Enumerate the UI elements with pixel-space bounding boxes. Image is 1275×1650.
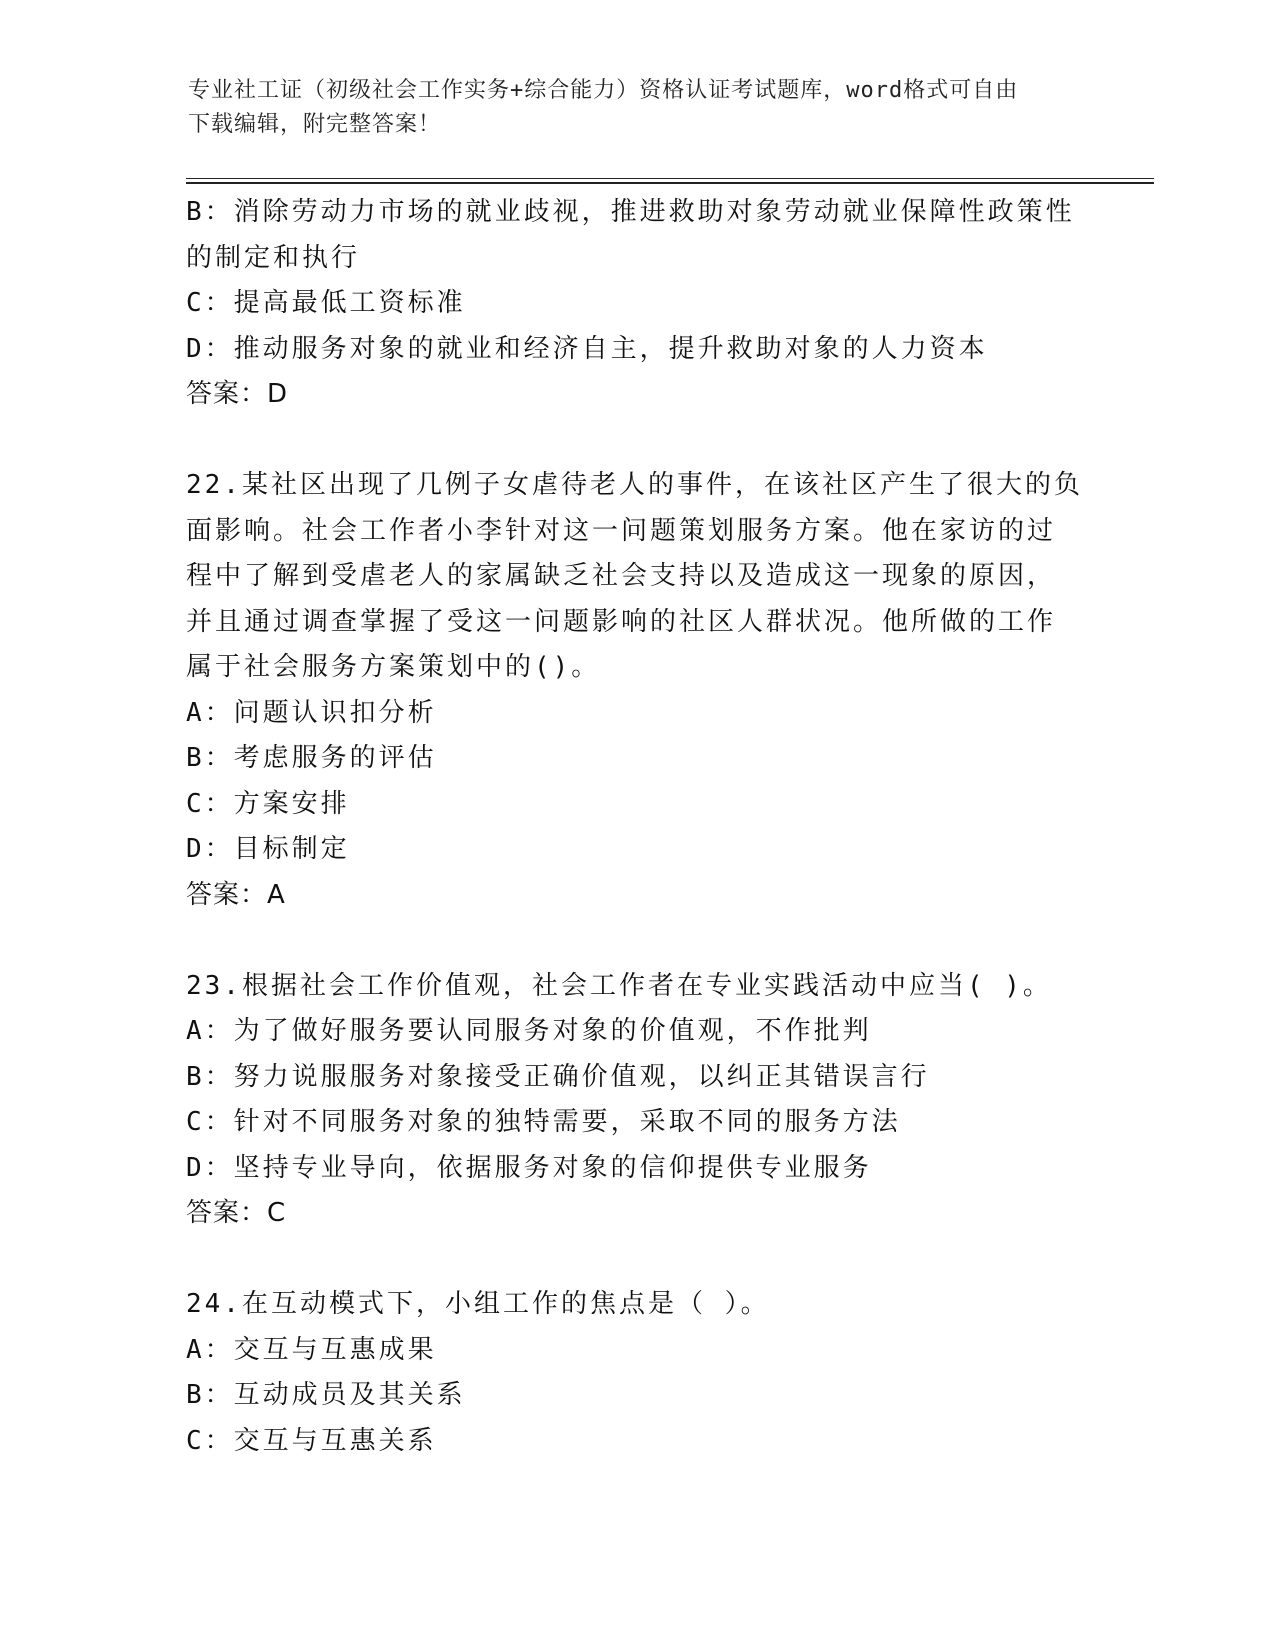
header-rule-thick bbox=[186, 182, 1154, 184]
header-rule-thin bbox=[186, 178, 1154, 179]
spacer bbox=[186, 918, 1086, 964]
option-d: D：目标制定 bbox=[186, 834, 350, 864]
question-stem-line-1: 24.在互动模式下，小组工作的焦点是（ ）。 bbox=[186, 1289, 770, 1319]
question-22 bbox=[186, 463, 1086, 918]
option-b: B：互动成员及其关系 bbox=[186, 1380, 466, 1410]
question-stem-line-2: 面影响。社会工作者小李针对这一问题策划服务方案。他在家访的过 bbox=[186, 515, 1057, 546]
option-d: D：坚持专业导向，依据服务对象的信仰提供专业服务 bbox=[186, 1152, 872, 1183]
header-line-2: 下载编辑，附完整答案！ bbox=[188, 112, 442, 137]
option-b-line-1: B：消除劳动力市场的就业歧视，推进救助对象劳动就业保障性政策性 bbox=[186, 197, 1075, 227]
option-b: B：努力说服服务对象接受正确价值观，以纠正其错误言行 bbox=[186, 1061, 930, 1092]
question-stem-line-4: 并且通过调查掌握了受这一问题影响的社区人群状况。他所做的工作 bbox=[186, 606, 1057, 637]
answer: 答案：D bbox=[186, 379, 289, 409]
spacer bbox=[186, 418, 1086, 464]
option-b-line-2: 的制定和执行 bbox=[186, 242, 361, 273]
option-c: C：方案安排 bbox=[186, 788, 350, 819]
question-21-tail bbox=[186, 190, 1086, 418]
option-d: D：推动服务对象的就业和经济自主，提升救助对象的人力资本 bbox=[186, 333, 988, 364]
option-b: B：考虑服务的评估 bbox=[186, 743, 437, 773]
document-header bbox=[188, 74, 1088, 142]
option-c: C：针对不同服务对象的独特需要，采取不同的服务方法 bbox=[186, 1107, 901, 1137]
question-stem-line-1: 23.根据社会工作价值观，社会工作者在专业实践活动中应当( )。 bbox=[186, 970, 1052, 1001]
option-a: A：为了做好服务要认同服务对象的价值观，不作批判 bbox=[186, 1016, 872, 1046]
option-a: A：交互与互惠成果 bbox=[186, 1334, 437, 1365]
question-content bbox=[186, 190, 1086, 1464]
question-23 bbox=[186, 964, 1086, 1237]
spacer bbox=[186, 1237, 1086, 1283]
option-c: C：提高最低工资标准 bbox=[186, 288, 466, 318]
answer: 答案：A bbox=[186, 879, 286, 910]
question-24 bbox=[186, 1282, 1086, 1464]
answer: 答案：C bbox=[186, 1198, 287, 1228]
header-line-1: 专业社工证（初级社会工作实务+综合能力）资格认证考试题库，word格式可自由 bbox=[188, 78, 1019, 103]
option-a: A：问题认识扣分析 bbox=[186, 697, 437, 728]
question-stem-line-5: 属于社会服务方案策划中的()。 bbox=[186, 652, 601, 682]
question-stem-line-1: 22.某社区出现了几例子女虐待老人的事件，在该社区产生了很大的负 bbox=[186, 470, 1083, 500]
option-c: C：交互与互惠关系 bbox=[186, 1425, 437, 1456]
question-stem-line-3: 程中了解到受虐老人的家属缺乏社会支持以及造成这一现象的原因， bbox=[186, 561, 1057, 591]
